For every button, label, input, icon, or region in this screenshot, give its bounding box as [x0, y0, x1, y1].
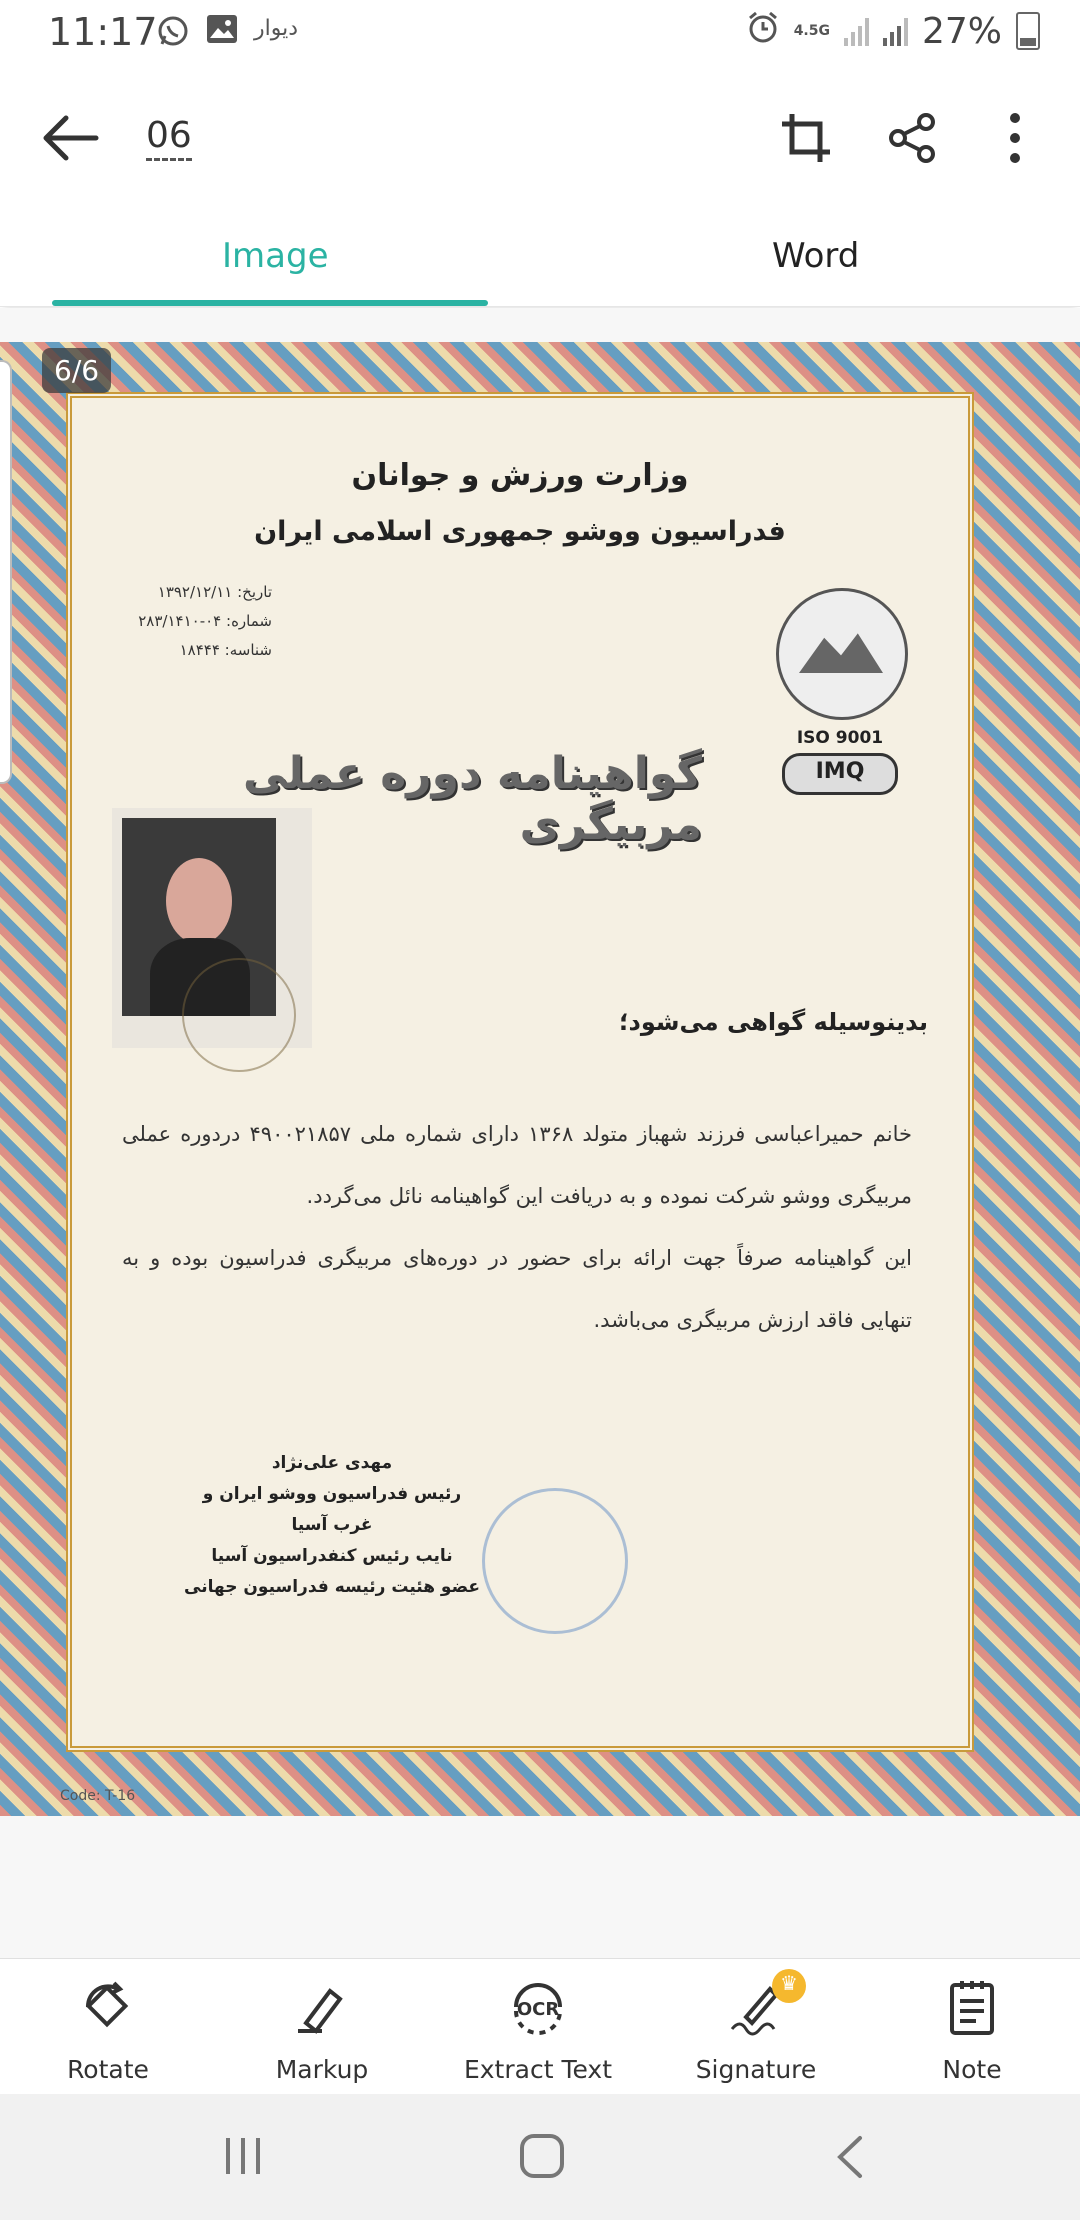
certificate-image: [0, 342, 1080, 1816]
federation-stamp-icon: [482, 1488, 628, 1634]
signer-title-1: رئیس فدراسیون ووشو ایران و غرب آسیا: [202, 1484, 462, 1535]
home-icon[interactable]: [520, 2134, 564, 2178]
extract-text-button[interactable]: [438, 1977, 638, 2084]
signer-title-3: عضو هئیت رئیسه فدراسیون جهانی: [184, 1577, 480, 1597]
recent-apps-icon[interactable]: [222, 2136, 264, 2176]
nav-back-icon[interactable]: [830, 2132, 870, 2182]
page-counter: 6/6: [42, 348, 111, 393]
cert-body-paragraph-1: خانم حمیراعباسی فرزند شهباز متولد ۱۳۶۸ دارای شماره ملی ۴۹۰۰۲۱۸۵۷ دردوره عملی مربیگری ووشو شرکت نموده و به دریافت این گواهینامه نائل می‌گردد.: [122, 1122, 912, 1208]
status-right-group: [746, 10, 1040, 52]
system-nav-bar: [0, 2094, 1080, 2220]
battery-percent: 27%: [921, 10, 1002, 52]
cert-body-paragraph-2: این گواهینامه صرفاً جهت ارائه برای حضور در دوره‌های مربیگری فدراسیون بوده و به تنهایی فاقد ارزش مربیگری می‌باشد.: [122, 1246, 912, 1332]
status-time: 11:17: [48, 10, 158, 54]
note-icon: [942, 1977, 1002, 2037]
document-title[interactable]: 06: [146, 116, 192, 161]
cert-code: Code: T-16: [60, 1788, 136, 1804]
bottom-action-bar: [0, 1958, 1080, 2095]
ocr-icon: [508, 1977, 568, 2037]
cert-body: [122, 1103, 912, 1351]
cert-id: شناسه: ۱۸۴۴۴: [179, 641, 272, 659]
cert-heading: گواهینامه دوره عملی مربیگری: [242, 748, 702, 850]
cert-signature-block: [182, 1448, 482, 1603]
signature-label: Signature: [695, 2055, 817, 2084]
more-vert-icon[interactable]: [1000, 110, 1030, 166]
signal-icon-2: [883, 16, 908, 46]
markup-pen-icon: [292, 1977, 352, 2037]
cert-number: شماره: ۰۴-۲۸۳/۱۴۱۰: [138, 612, 272, 630]
cert-meta: [112, 578, 272, 665]
crop-icon[interactable]: [778, 110, 834, 166]
markup-label: Markup: [275, 2055, 369, 2084]
cert-ministry: وزارت ورزش و جوانان: [351, 458, 689, 493]
rotate-icon: [78, 1977, 138, 2037]
alarm-icon: [746, 10, 780, 52]
photo-seal-icon: [182, 958, 296, 1072]
imq-logo-icon: [782, 753, 898, 795]
view-tabs: [0, 220, 1080, 307]
whatsapp-icon: [156, 14, 190, 56]
rotate-button[interactable]: [8, 1977, 208, 2084]
signer-name: مهدی علی‌نژاد: [271, 1453, 393, 1473]
svg-text:OCR: OCR: [516, 1999, 560, 2020]
premium-crown-icon: [772, 1969, 806, 2003]
signal-icon-1: [844, 16, 869, 46]
top-toolbar: [0, 90, 1080, 186]
markup-button[interactable]: [222, 1977, 422, 2084]
cert-federation: فدراسیون ووشو جمهوری اسلامی ایران: [254, 516, 786, 547]
rotate-label: Rotate: [67, 2055, 149, 2084]
federation-logo-icon: [776, 588, 908, 720]
note-button[interactable]: [872, 1977, 1072, 2084]
note-label: Note: [942, 2055, 1002, 2084]
signer-title-2: نایب رئیس کنفدراسیون آسیا: [211, 1546, 453, 1566]
extract-text-label: Extract Text: [463, 2055, 613, 2084]
signature-button[interactable]: [656, 1977, 856, 2084]
certificate-inner: [66, 392, 974, 1752]
image-viewer[interactable]: [0, 308, 1080, 1958]
gallery-icon: [206, 14, 238, 52]
network-type: 4.5G: [793, 23, 830, 39]
tab-image[interactable]: Image: [222, 236, 329, 276]
battery-icon: [1016, 12, 1040, 50]
status-bar: [0, 0, 1080, 70]
cert-certify-line: بدینوسیله گواهی می‌شود؛: [618, 1008, 928, 1036]
status-app-label: دیوار: [254, 16, 299, 41]
back-arrow-icon[interactable]: [40, 112, 104, 164]
iso-label: ISO 9001: [796, 728, 884, 748]
previous-page-edge[interactable]: [0, 360, 12, 784]
cert-date: تاریخ: ۱۳۹۲/۱۲/۱۱: [157, 583, 272, 601]
active-tab-indicator: [52, 300, 488, 306]
tab-word[interactable]: Word: [772, 236, 860, 276]
share-icon[interactable]: [884, 110, 940, 166]
